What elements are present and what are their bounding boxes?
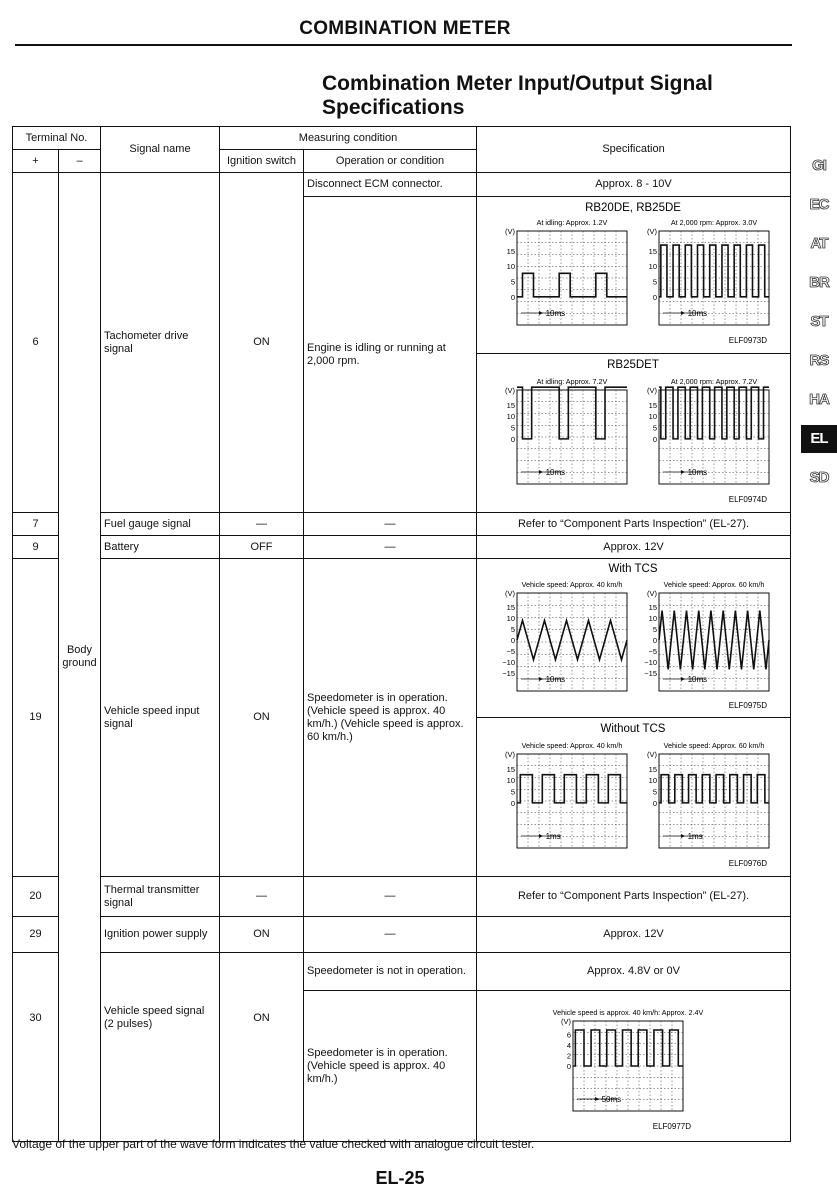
tick-label: 10 [648,614,658,624]
time-scale-label: 1ms [545,832,561,841]
terminal-cell: 19 [13,559,59,877]
figure-code: ELF0975D [728,701,768,710]
tick-label: 15 [506,603,516,613]
spec-cell: Refer to “Component Parts Inspection” (EL-27). [477,877,791,917]
waveform-caption: At 2,000 rpm: Approx. 3.0V [670,218,758,227]
tick-label: (V) [505,750,516,759]
waveform-heading: RB25DET [607,359,659,371]
ignition-cell: — [220,877,304,917]
table-row [13,173,791,197]
terminal-cell: 6 [13,173,59,513]
waveform-cell [477,197,791,354]
waveform-caption: Vehicle speed is approx. 40 km/h: Approx. 2.4V [552,1008,704,1017]
tick-label: (V) [647,227,658,236]
waveform-caption: Vehicle speed: Approx. 60 km/h [663,580,765,589]
waveform-caption: At idling: Approx. 1.2V [536,218,608,227]
terminal-cell: 9 [13,536,59,559]
header-minus: – [59,150,101,173]
condition-cell: — [304,877,477,917]
waveform-heading: RB20DE, RB25DE [585,202,681,214]
table-row [13,559,791,718]
spec-cell: Refer to “Component Parts Inspection” (EL-27). [477,513,791,536]
tick-label: 4 [566,1041,572,1051]
figure-code: ELF0977D [652,1122,692,1131]
tick-label: (V) [505,386,516,395]
section-tab[interactable]: SD [809,469,829,486]
tick-label: 0 [652,434,658,444]
figure-code: ELF0973D [728,336,768,345]
table-row [13,513,791,536]
ground-cell: Body ground [59,173,101,1142]
ignition-cell: ON [220,559,304,877]
waveform-rb25det [477,354,789,508]
time-scale-label: 1ms [687,832,703,841]
tick-label: 5 [510,423,516,433]
tick-label: 6 [566,1030,572,1040]
time-scale-arrow [539,677,543,681]
page-header [0,18,800,40]
waveform-caption: Vehicle speed: Approx. 40 km/h [521,580,623,589]
tick-label: 5 [510,277,516,287]
tick-label: 10 [506,614,516,624]
section-tab[interactable]: BR [809,274,829,291]
time-scale-label: 10ms [687,675,708,684]
condition-cell: — [304,513,477,536]
tick-label: 0 [510,292,516,302]
header-ignition-switch: Ignition switch [220,150,304,173]
tick-label: −5 [648,646,658,656]
footnote: Voltage of the upper part of the wave form indicates the value checked with analogue circuit tester. [12,1137,535,1151]
tick-label: (V) [647,750,658,759]
condition-cell: — [304,917,477,953]
page-number: EL-25 [375,1168,425,1188]
section-tab-active[interactable]: EL [801,425,837,453]
tick-label: 0 [652,636,658,646]
spec-cell: Approx. 8 - 10V [477,173,791,197]
condition-cell: Speedometer is in operation. (Vehicle speed is approx. 40 km/h.) (Vehicle speed is approx. 60 km/h.) [304,559,477,877]
section-tab[interactable]: GI [812,157,826,174]
waveform-caption: At 2,000 rpm: Approx. 7.2V [670,377,758,386]
tick-label: 0 [652,798,658,808]
waveform-caption: At idling: Approx. 7.2V [536,377,608,386]
tick-label: (V) [505,589,516,598]
time-scale-arrow [539,470,543,474]
tick-label: (V) [647,589,658,598]
tick-label: 10 [506,412,516,422]
header-operation: Operation or condition [304,150,477,173]
signal-name-cell: Tachometer drive signal [101,173,220,513]
tick-label: (V) [561,1017,572,1026]
header-specification: Specification [477,127,791,173]
time-scale-arrow [539,311,543,315]
signal-name-cell: Ignition power supply [101,917,220,953]
waveform-cell [477,559,791,718]
time-scale-arrow [539,834,543,838]
tick-label: 5 [510,625,516,635]
tick-label: 5 [652,787,658,797]
section-tabs [801,152,837,503]
tick-label: 15 [648,603,658,613]
tick-label: 5 [652,625,658,635]
section-tab[interactable]: ST [810,313,828,330]
table-row [13,917,791,953]
time-scale-arrow [595,1097,599,1101]
time-scale-label: 10ms [545,468,566,477]
waveform-without-tcs [477,718,789,872]
table-row [13,536,791,559]
tick-label: 0 [510,636,516,646]
header-measuring-condition: Measuring condition [220,127,477,150]
waveform-heading: With TCS [608,563,658,575]
tick-label: −5 [506,646,516,656]
terminal-cell: 30 [13,953,59,1142]
time-scale-arrow [681,470,685,474]
waveform-heading: Without TCS [600,723,666,735]
ignition-cell: ON [220,173,304,513]
time-scale-arrow [681,834,685,838]
tick-label: 0 [510,798,516,808]
time-scale-label: 10ms [687,468,708,477]
tick-label: 10 [648,776,658,786]
condition-cell: Speedometer is in operation. (Vehicle speed is approx. 40 km/h.) [304,991,477,1142]
tick-label: 10 [648,262,658,272]
time-scale-label: 10ms [545,675,566,684]
signal-name-cell: Battery [101,536,220,559]
ignition-cell: — [220,513,304,536]
waveform-cell [477,991,791,1142]
time-scale-label: 10ms [687,309,708,318]
tick-label: −15 [644,668,658,678]
waveform-tcs [477,559,789,713]
section-title: Combination Meter Input/Output Signal Specifications [322,72,713,119]
figure-code: ELF0976D [728,859,768,868]
time-scale-label: 50ms [601,1095,622,1104]
waveform-trace [659,387,769,439]
tick-label: 5 [652,423,658,433]
signal-name-cell: Thermal transmitter signal [101,877,220,917]
figure-code: ELF0974D [728,495,768,504]
tick-label: 15 [648,246,658,256]
ignition-cell: OFF [220,536,304,559]
section-tab[interactable]: AT [810,235,828,252]
header-rule [15,44,792,46]
tick-label: 5 [510,787,516,797]
condition-cell: Speedometer is not in operation. [304,953,477,991]
tick-label: 0 [566,1062,572,1071]
spec-cell: Approx. 4.8V or 0V [477,953,791,991]
section-tab[interactable]: EC [809,196,829,213]
tick-label: 15 [506,764,516,774]
section-tab[interactable]: RS [809,352,829,369]
signal-name-cell: Vehicle speed input signal [101,559,220,877]
table-row [13,877,791,917]
tick-label: 0 [510,434,516,444]
tick-label: 10 [506,262,516,272]
tick-label: 15 [506,400,516,410]
header-signal-name: Signal name [101,127,220,173]
condition-cell: Disconnect ECM connector. [304,173,477,197]
tick-label: (V) [647,386,658,395]
waveform-caption: Vehicle speed: Approx. 60 km/h [663,741,765,750]
signal-name-cell: Fuel gauge signal [101,513,220,536]
tick-label: (V) [505,227,516,236]
tick-label: 0 [652,292,658,302]
header-plus: + [13,150,59,173]
terminal-cell: 7 [13,513,59,536]
tick-label: 15 [648,764,658,774]
tick-label: 15 [506,246,516,256]
signal-name-cell: Vehicle speed signal (2 pulses) [101,953,220,1142]
ignition-cell: ON [220,917,304,953]
time-scale-arrow [681,677,685,681]
time-scale-arrow [681,311,685,315]
signal-spec-table [12,126,791,1142]
waveform-cell [477,354,791,513]
tick-label: 10 [648,412,658,422]
tick-label: −10 [502,657,516,667]
tick-label: 5 [652,277,658,287]
spec-cell: Approx. 12V [477,917,791,953]
header-title: COMBINATION METER [299,18,511,39]
spec-cell: Approx. 12V [477,536,791,559]
table-row [13,953,791,991]
tick-label: 2 [566,1051,572,1061]
tick-label: −10 [644,657,658,667]
time-scale-label: 10ms [545,309,566,318]
section-tab[interactable]: HA [809,391,829,408]
tick-label: −15 [502,668,516,678]
tick-label: 10 [506,776,516,786]
terminal-cell: 29 [13,917,59,953]
ignition-cell: ON [220,953,304,1142]
waveform-caption: Vehicle speed: Approx. 40 km/h [521,741,623,750]
header-terminal-no: Terminal No. [13,127,101,150]
waveform-pulse [477,991,789,1137]
tick-label: 15 [648,400,658,410]
waveform-cell [477,718,791,877]
condition-cell: — [304,536,477,559]
terminal-cell: 20 [13,877,59,917]
waveform-rb20 [477,197,789,349]
condition-cell: Engine is idling or running at 2,000 rpm. [304,197,477,513]
